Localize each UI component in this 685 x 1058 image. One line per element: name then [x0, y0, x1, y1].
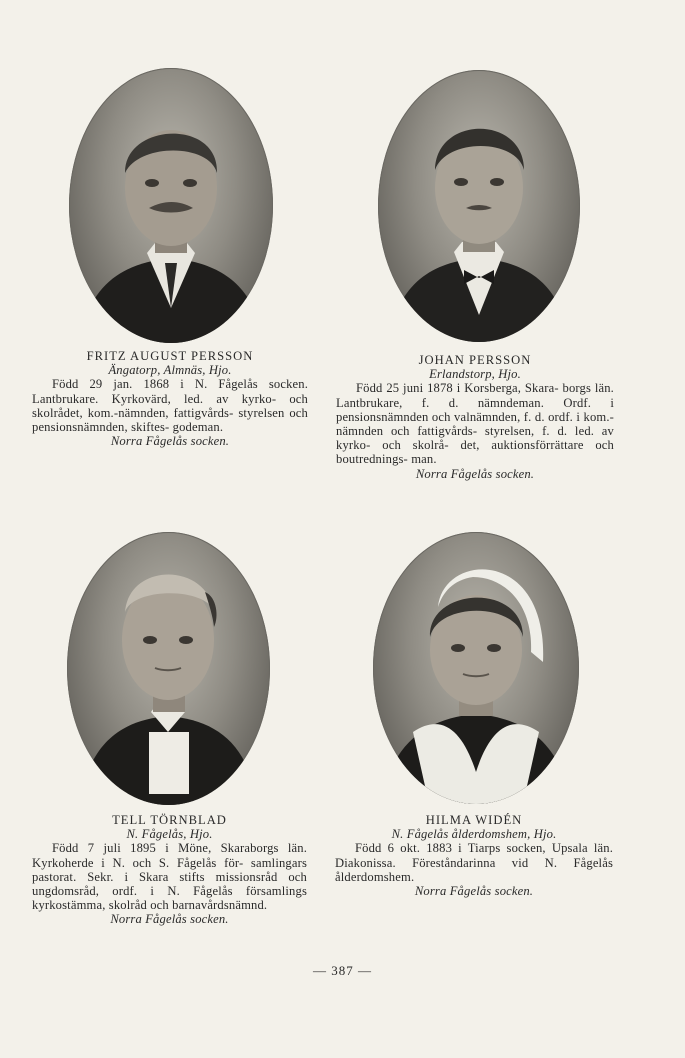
- person-entry: [32, 349, 308, 448]
- person-biography: Född 29 jan. 1868 i N. Fågelås socken. Lantbrukare. Kyrkovärd, led. av kyrko- och skolrådet, kom.-nämnden, fattigvårds- styrelsen och pensionsnämnden, skiftes- godeman.: [32, 377, 308, 435]
- person-parish: Norra Fågelås socken.: [415, 466, 535, 481]
- person-address: Erlandstorp, Hjo.: [429, 367, 521, 382]
- portrait-figure: [67, 532, 270, 805]
- person-name: HILMA WIDÉN: [425, 813, 523, 827]
- person-parish: Norra Fågelås socken.: [110, 912, 229, 927]
- person-address: Ängatorp, Almnäs, Hjo.: [108, 363, 232, 378]
- person-biography: Född 6 okt. 1883 i Tiarps socken, Upsala län. Diakonissa. Föreståndarinna vid N. Fågelås ålderdomshem.: [335, 841, 613, 884]
- portrait-figure: [373, 532, 579, 804]
- portrait-photo: [69, 68, 273, 343]
- person-parish: Norra Fågelås socken.: [110, 434, 230, 449]
- person-address: N. Fågelås ålderdomshem, Hjo.: [391, 827, 557, 842]
- portrait-photo: [373, 532, 579, 804]
- person-entry: [336, 353, 614, 481]
- person-name: JOHAN PERSSON: [418, 353, 532, 367]
- person-biography: Född 7 juli 1895 i Möne, Skaraborgs län. Kyrkoherde i N. och S. Fågelås för- samlingars pastorat. Sekr. i Skara stifts missionsråd och ungdomsråd, ordf. i N. Fågelås församlings kyrkostämma, skolråd och barnavårdsnämnd.: [32, 841, 307, 913]
- portrait-figure: [69, 68, 273, 343]
- page-number: — 387 —: [313, 963, 372, 978]
- person-name: TELL TÖRNBLAD: [112, 813, 227, 827]
- portrait-photo: [378, 70, 580, 342]
- person-entry: [335, 813, 613, 898]
- portrait-photo: [67, 532, 270, 805]
- person-name: FRITZ AUGUST PERSSON: [86, 349, 254, 363]
- person-biography: Född 25 juni 1878 i Korsberga, Skara- borgs län. Lantbrukare, f. d. nämndeman. Ordf. i pensionsnämnden och valnämnden, f. d. ordf. i kom.-nämnden och fattigvårds- styrelsen, f. d. led. av kyrko- och skolrå- det, auktionsförrättare och boutrednings- man.: [336, 381, 614, 467]
- person-address: N. Fågelås, Hjo.: [126, 827, 213, 842]
- person-entry: [32, 813, 307, 927]
- person-parish: Norra Fågelås socken.: [414, 884, 534, 899]
- portrait-figure: [378, 70, 580, 342]
